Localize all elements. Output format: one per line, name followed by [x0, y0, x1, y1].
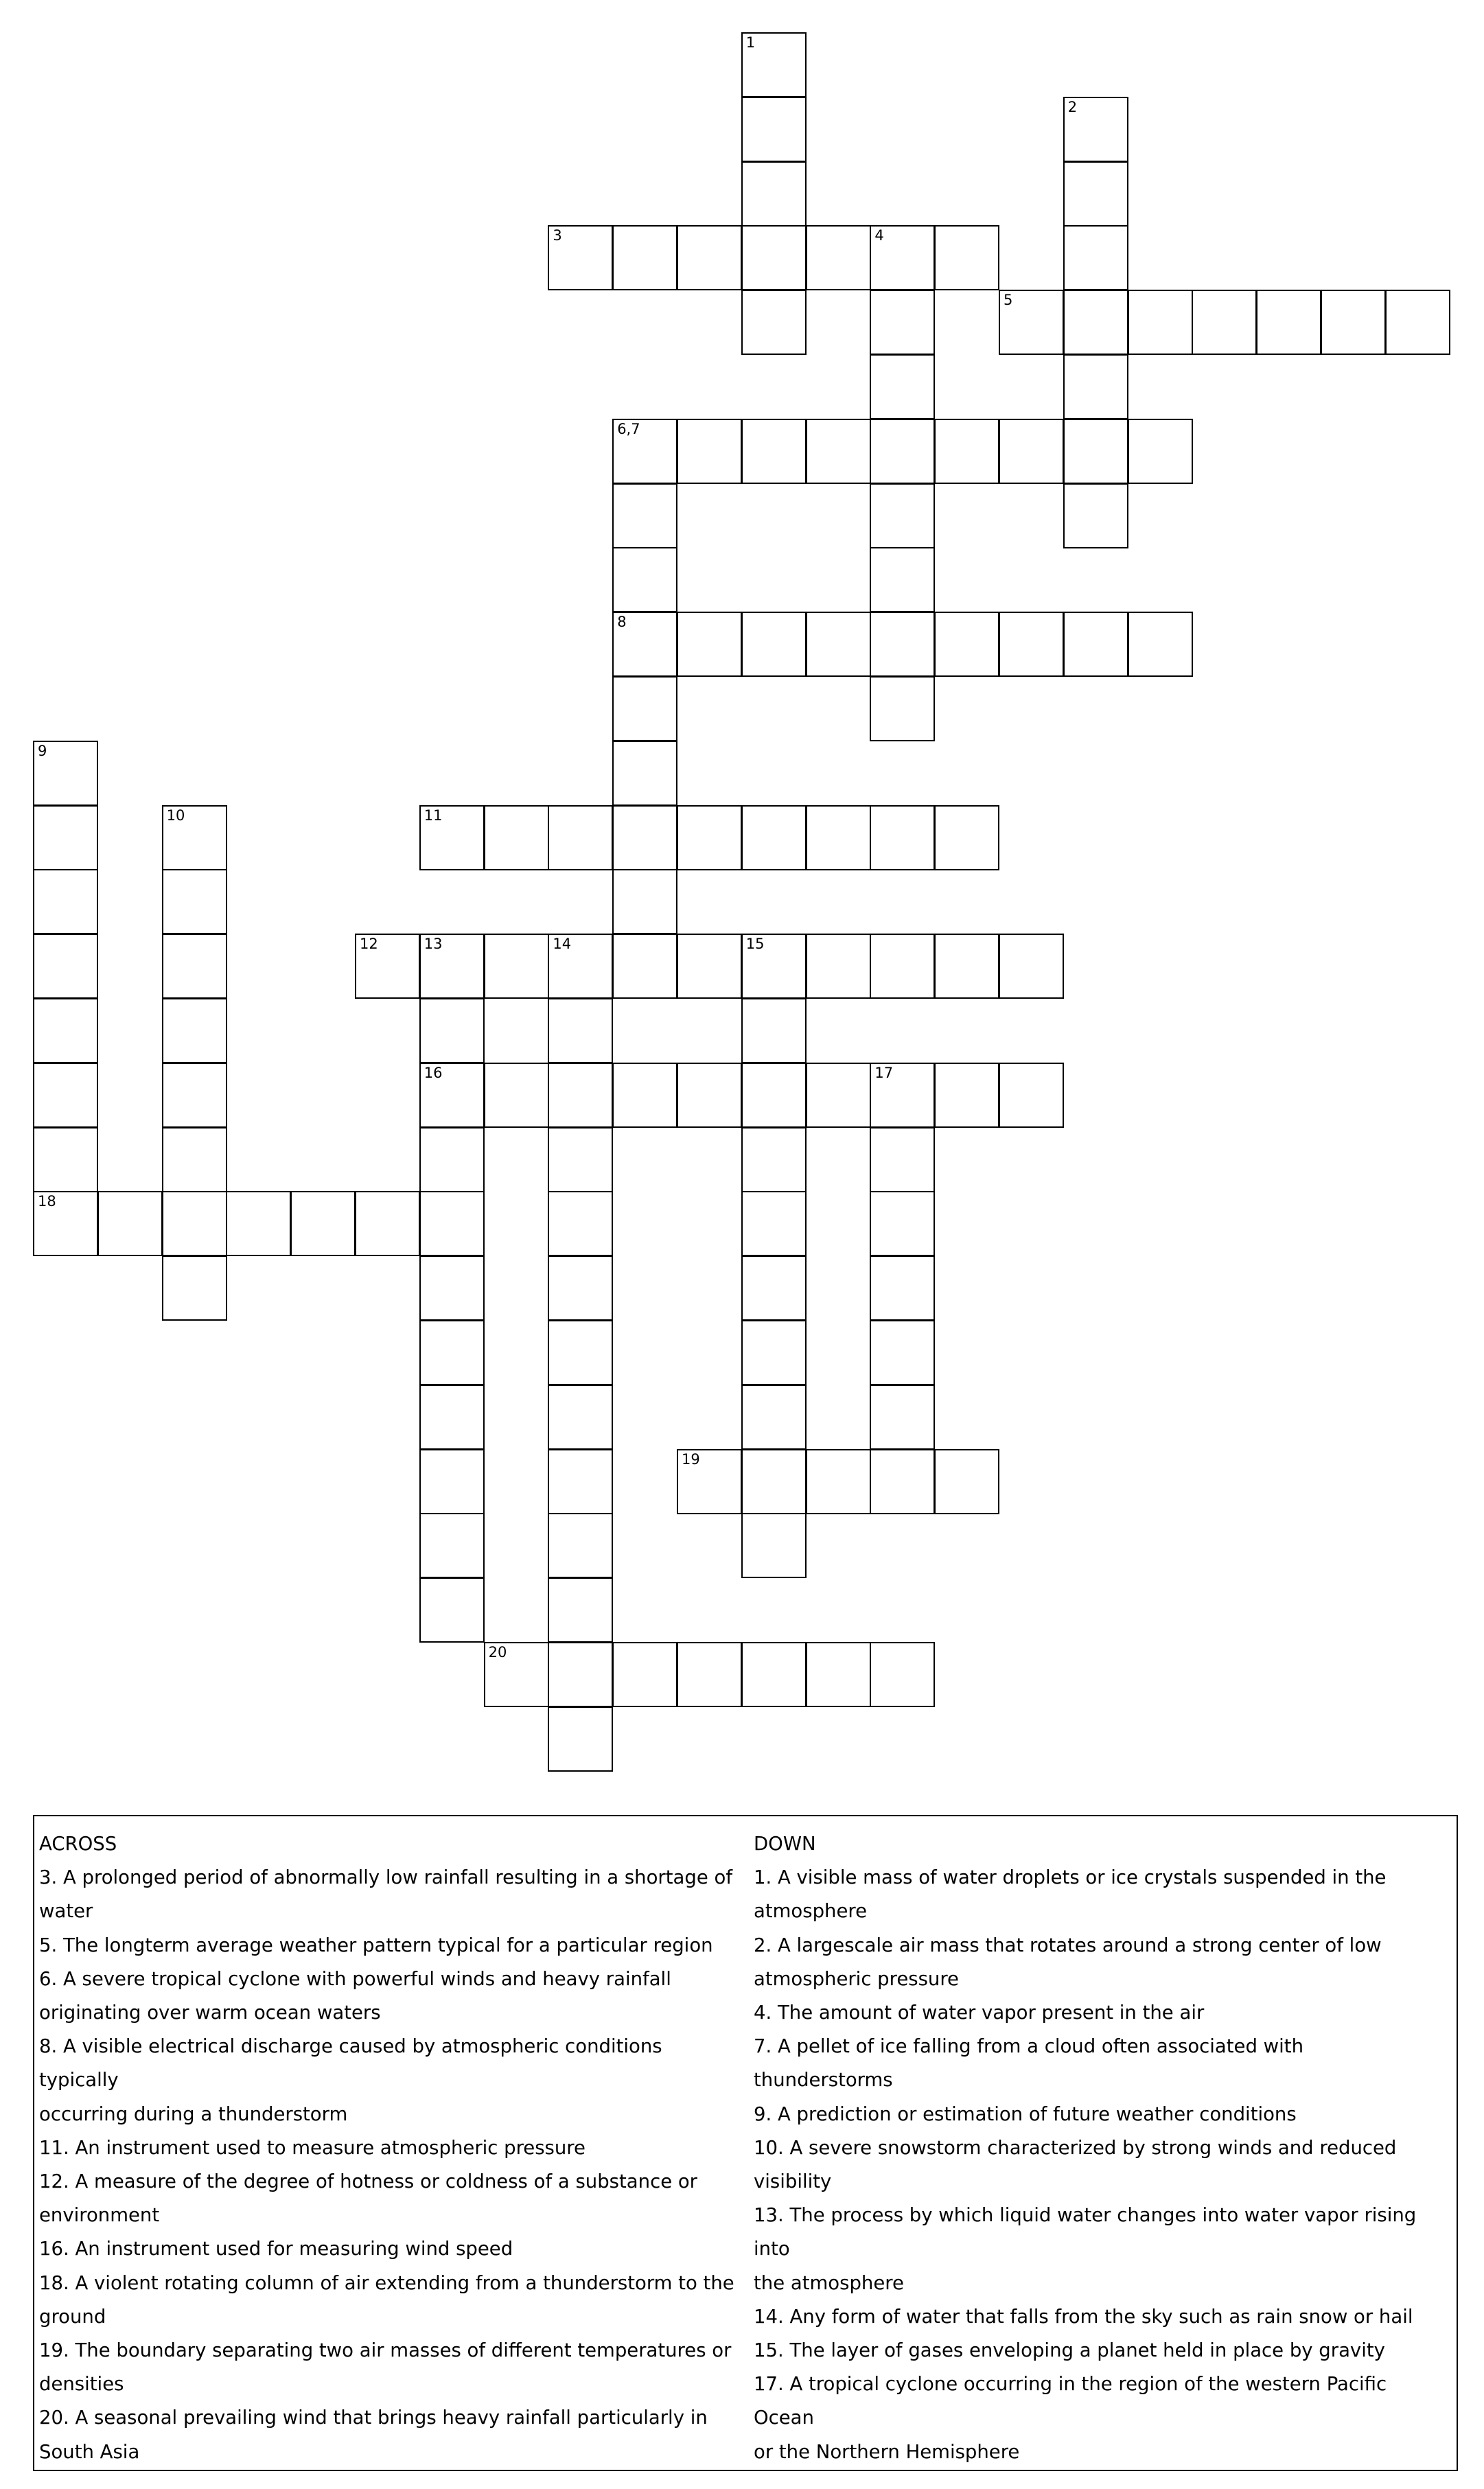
grid-cell[interactable]: [741, 1191, 807, 1256]
clue-line: atmosphere: [754, 1900, 867, 1923]
grid-cell[interactable]: [741, 1513, 807, 1578]
grid-cell[interactable]: [741, 225, 807, 290]
grid-cell[interactable]: [741, 612, 807, 677]
grid-cell[interactable]: [419, 1191, 485, 1256]
clue-line: 17. A tropical cyclone occurring in the region of the western Pacific Ocean: [754, 2373, 1387, 2429]
grid-cell[interactable]: [870, 419, 935, 484]
grid-cell[interactable]: [548, 805, 613, 870]
grid-cell[interactable]: [999, 290, 1064, 355]
grid-cell[interactable]: [419, 1385, 485, 1450]
grid-cell[interactable]: [870, 1642, 935, 1707]
grid-cell[interactable]: [33, 869, 98, 934]
grid-cell[interactable]: [870, 1449, 935, 1514]
grid-cell[interactable]: [1063, 97, 1128, 162]
grid-cell[interactable]: [741, 934, 807, 999]
grid-cell[interactable]: [548, 225, 613, 290]
clue-line: originating over warm ocean waters: [39, 2002, 381, 2024]
clue-number: 9: [38, 742, 47, 759]
clue-number: 5: [1004, 292, 1013, 309]
clue-number: 8: [617, 614, 627, 631]
clue-line: 5. The longterm average weather pattern typical for a particular region: [39, 1934, 713, 1956]
grid-cell[interactable]: [741, 1255, 807, 1321]
grid-cell[interactable]: [1256, 290, 1321, 355]
down-heading: DOWN: [754, 1833, 816, 1855]
grid-cell[interactable]: [612, 1642, 677, 1707]
clue-line: 14. Any form of water that falls from the sky such as rain snow or hail: [754, 2305, 1413, 2328]
grid-cell[interactable]: [741, 1127, 807, 1192]
grid-cell[interactable]: [677, 612, 742, 677]
clue-number: 2: [1067, 98, 1078, 115]
grid-cell[interactable]: [806, 1642, 871, 1707]
grid-cell[interactable]: [226, 1191, 291, 1256]
clue-number: 12: [360, 936, 378, 953]
grid-cell[interactable]: [162, 1255, 227, 1321]
grid-cell[interactable]: [870, 612, 935, 677]
grid-cell[interactable]: [1128, 419, 1193, 484]
clue-line: 1. A visible mass of water droplets or ice crystals suspended in the: [754, 1866, 1387, 1889]
grid-cell[interactable]: [870, 1127, 935, 1192]
clue-line: 10. A severe snowstorm characterized by strong winds and reduced: [754, 2136, 1397, 2159]
grid-cell[interactable]: [162, 998, 227, 1063]
down-clue-list: [754, 1861, 1447, 2469]
grid-cell[interactable]: [290, 1191, 356, 1256]
clue-number: 1: [745, 34, 756, 51]
grid-cell[interactable]: [1385, 290, 1450, 355]
grid-cell[interactable]: [419, 1320, 485, 1385]
grid-cell[interactable]: [419, 1577, 485, 1643]
grid-cell[interactable]: [677, 1642, 742, 1707]
grid-cell[interactable]: [999, 419, 1064, 484]
grid-cell[interactable]: [870, 1255, 935, 1321]
grid-cell[interactable]: [870, 676, 935, 741]
grid-cell[interactable]: [870, 1063, 935, 1128]
grid-cell[interactable]: [741, 419, 807, 484]
grid-cell[interactable]: [934, 805, 999, 870]
grid-cell[interactable]: [1063, 290, 1128, 355]
grid-cell[interactable]: [741, 805, 807, 870]
grid-cell[interactable]: [934, 1063, 999, 1128]
grid-cell[interactable]: [162, 805, 227, 870]
grid-cell[interactable]: [548, 1255, 613, 1321]
clue-line: ground: [39, 2305, 106, 2328]
grid-cell[interactable]: [419, 805, 485, 870]
clue-number: 15: [745, 936, 765, 953]
grid-cell[interactable]: [677, 419, 742, 484]
grid-cell[interactable]: [677, 1063, 742, 1128]
clue-number: 17: [874, 1064, 894, 1081]
grid-cell[interactable]: [162, 934, 227, 999]
grid-cell[interactable]: [677, 1449, 742, 1514]
grid-cell[interactable]: [806, 805, 871, 870]
clue-line: occurring during a thunderstorm: [39, 2103, 348, 2125]
grid-cell[interactable]: [870, 354, 935, 419]
grid-cell[interactable]: [548, 1320, 613, 1385]
grid-cell[interactable]: [612, 676, 677, 741]
grid-cell[interactable]: [419, 934, 485, 999]
grid-cell[interactable]: [484, 934, 549, 999]
grid-cell[interactable]: [999, 1063, 1064, 1128]
clue-number: 14: [553, 936, 572, 953]
clue-number: 20: [488, 1644, 507, 1660]
grid-cell[interactable]: [484, 1642, 549, 1707]
grid-cell[interactable]: [806, 225, 871, 290]
grid-cell[interactable]: [548, 1191, 613, 1256]
clue-line: 9. A prediction or estimation of future weather conditions: [754, 2103, 1297, 2125]
grid-cell[interactable]: [419, 998, 485, 1063]
grid-cell[interactable]: [806, 1063, 871, 1128]
grid-cell[interactable]: [612, 419, 677, 484]
grid-cell[interactable]: [741, 1320, 807, 1385]
grid-cell[interactable]: [33, 741, 98, 806]
grid-cell[interactable]: [1063, 419, 1128, 484]
grid-cell[interactable]: [33, 1191, 98, 1256]
grid-cell[interactable]: [33, 1063, 98, 1128]
clue-line: 8. A visible electrical discharge caused by atmospheric conditions typically: [39, 2035, 662, 2092]
grid-cell[interactable]: [870, 1385, 935, 1450]
grid-cell[interactable]: [419, 1255, 485, 1321]
clue-number: 11: [424, 807, 443, 824]
grid-cell[interactable]: [870, 934, 935, 999]
grid-cell[interactable]: [1063, 225, 1128, 290]
clue-box: [33, 1815, 1458, 2471]
grid-cell[interactable]: [1063, 354, 1128, 419]
grid-cell[interactable]: [419, 1513, 485, 1578]
clue-line: 20. A seasonal prevailing wind that brings heavy rainfall particularly in: [39, 2407, 708, 2429]
grid-cell[interactable]: [741, 998, 807, 1063]
clue-line: atmospheric pressure: [754, 1967, 959, 1990]
grid-cell[interactable]: [870, 483, 935, 548]
grid-cell[interactable]: [870, 1320, 935, 1385]
grid-cell[interactable]: [806, 612, 871, 677]
down-clues: [754, 1827, 1447, 2469]
clue-number: 4: [874, 227, 884, 244]
grid-cell[interactable]: [33, 934, 98, 999]
grid-cell[interactable]: [548, 1642, 613, 1707]
grid-cell[interactable]: [1321, 290, 1386, 355]
clue-line: 7. A pellet of ice falling from a cloud often associated with thunderstorms: [754, 2035, 1304, 2092]
clue-line: 12. A measure of the degree of hotness or coldness of a substance or: [39, 2170, 697, 2193]
grid-cell[interactable]: [806, 1449, 871, 1514]
grid-cell[interactable]: [612, 869, 677, 934]
across-clues: [39, 1827, 746, 2469]
clue-line: 3. A prolonged period of abnormally low rainfall resulting in a shortage of: [39, 1866, 732, 1889]
grid-cell[interactable]: [419, 1127, 485, 1192]
grid-cell[interactable]: [1063, 483, 1128, 548]
clue-line: 13. The process by which liquid water changes into water vapor rising into: [754, 2204, 1417, 2260]
grid-cell[interactable]: [612, 934, 677, 999]
grid-cell[interactable]: [1063, 161, 1128, 227]
across-heading: ACROSS: [39, 1833, 117, 1855]
grid-cell[interactable]: [806, 934, 871, 999]
grid-cell[interactable]: [162, 1063, 227, 1128]
grid-cell[interactable]: [870, 1191, 935, 1256]
across-clue-list: [39, 1861, 746, 2469]
grid-cell[interactable]: [741, 1449, 807, 1514]
clue-number: 13: [424, 936, 443, 953]
grid-cell[interactable]: [162, 1191, 227, 1256]
grid-cell[interactable]: [33, 1127, 98, 1192]
grid-cell[interactable]: [612, 805, 677, 870]
grid-cell[interactable]: [806, 419, 871, 484]
grid-cell[interactable]: [999, 934, 1064, 999]
grid-cell[interactable]: [741, 97, 807, 162]
grid-cell[interactable]: [741, 1642, 807, 1707]
grid-cell[interactable]: [1128, 290, 1193, 355]
grid-cell[interactable]: [162, 1127, 227, 1192]
clue-line: visibility: [754, 2170, 832, 2193]
grid-cell[interactable]: [548, 1577, 613, 1643]
grid-cell[interactable]: [934, 612, 999, 677]
grid-cell[interactable]: [419, 1063, 485, 1128]
grid-cell[interactable]: [1063, 612, 1128, 677]
clue-line: 15. The layer of gases enveloping a planet held in place by gravity: [754, 2339, 1385, 2362]
clue-line: 2. A largescale air mass that rotates around a strong center of low: [754, 1934, 1382, 1956]
grid-cell[interactable]: [612, 225, 677, 290]
clue-line: 18. A violent rotating column of air extending from a thunderstorm to the: [39, 2271, 734, 2294]
grid-cell[interactable]: [548, 1127, 613, 1192]
grid-cell[interactable]: [355, 1191, 420, 1256]
grid-cell[interactable]: [999, 612, 1064, 677]
grid-cell[interactable]: [484, 1063, 549, 1128]
grid-cell[interactable]: [162, 869, 227, 934]
grid-cell[interactable]: [1192, 290, 1257, 355]
grid-cell[interactable]: [548, 1063, 613, 1128]
grid-cell[interactable]: [548, 1513, 613, 1578]
clue-line: 4. The amount of water vapor present in the air: [754, 2002, 1205, 2024]
grid-cell[interactable]: [548, 1449, 613, 1514]
clue-line: the atmosphere: [754, 2271, 904, 2294]
clue-line: 16. An instrument used for measuring wind speed: [39, 2238, 513, 2260]
clue-line: or the Northern Hemisphere: [754, 2440, 1020, 2463]
clue-line: South Asia: [39, 2440, 140, 2463]
grid-cell[interactable]: [548, 998, 613, 1063]
clue-line: 19. The boundary separating two air masses of different temperatures or: [39, 2339, 732, 2362]
clue-line: densities: [39, 2373, 124, 2396]
grid-cell[interactable]: [934, 419, 999, 484]
clue-line: 6. A severe tropical cyclone with powerful winds and heavy rainfall: [39, 1967, 671, 1990]
grid-cell[interactable]: [612, 483, 677, 548]
grid-cell[interactable]: [355, 934, 420, 999]
grid-cell[interactable]: [741, 32, 807, 97]
grid-cell[interactable]: [612, 547, 677, 612]
grid-cell[interactable]: [870, 225, 935, 290]
grid-cell[interactable]: [741, 1385, 807, 1450]
grid-cell[interactable]: [741, 1063, 807, 1128]
grid-cell[interactable]: [741, 161, 807, 227]
grid-cell[interactable]: [419, 1449, 485, 1514]
clue-line: water: [39, 1900, 93, 1923]
grid-cell[interactable]: [677, 934, 742, 999]
grid-cell[interactable]: [612, 1063, 677, 1128]
grid-cell[interactable]: [548, 934, 613, 999]
clue-line: environment: [39, 2204, 160, 2227]
grid-cell[interactable]: [677, 805, 742, 870]
grid-cell[interactable]: [870, 290, 935, 355]
clue-number: 10: [166, 807, 185, 824]
grid-cell[interactable]: [97, 1191, 163, 1256]
grid-cell[interactable]: [33, 805, 98, 870]
grid-cell[interactable]: [33, 998, 98, 1063]
grid-cell[interactable]: [1128, 612, 1193, 677]
grid-cell[interactable]: [741, 290, 807, 355]
grid-cell[interactable]: [870, 805, 935, 870]
grid-cell[interactable]: [484, 805, 549, 870]
clue-line: 11. An instrument used to measure atmospheric pressure: [39, 2136, 586, 2159]
clue-number: 6,7: [617, 420, 640, 437]
grid-cell[interactable]: [612, 612, 677, 677]
grid-cell[interactable]: [548, 1385, 613, 1450]
clue-number: 19: [682, 1450, 700, 1468]
grid-cell[interactable]: [934, 1449, 999, 1514]
grid-cell[interactable]: [934, 934, 999, 999]
clue-number: 18: [38, 1193, 56, 1210]
clue-number: 3: [553, 227, 562, 244]
grid-cell[interactable]: [934, 225, 999, 290]
grid-cell[interactable]: [677, 225, 742, 290]
clue-number: 16: [424, 1064, 443, 1081]
grid-cell[interactable]: [870, 547, 935, 612]
grid-cell[interactable]: [548, 1706, 613, 1772]
grid-cell[interactable]: [612, 741, 677, 806]
